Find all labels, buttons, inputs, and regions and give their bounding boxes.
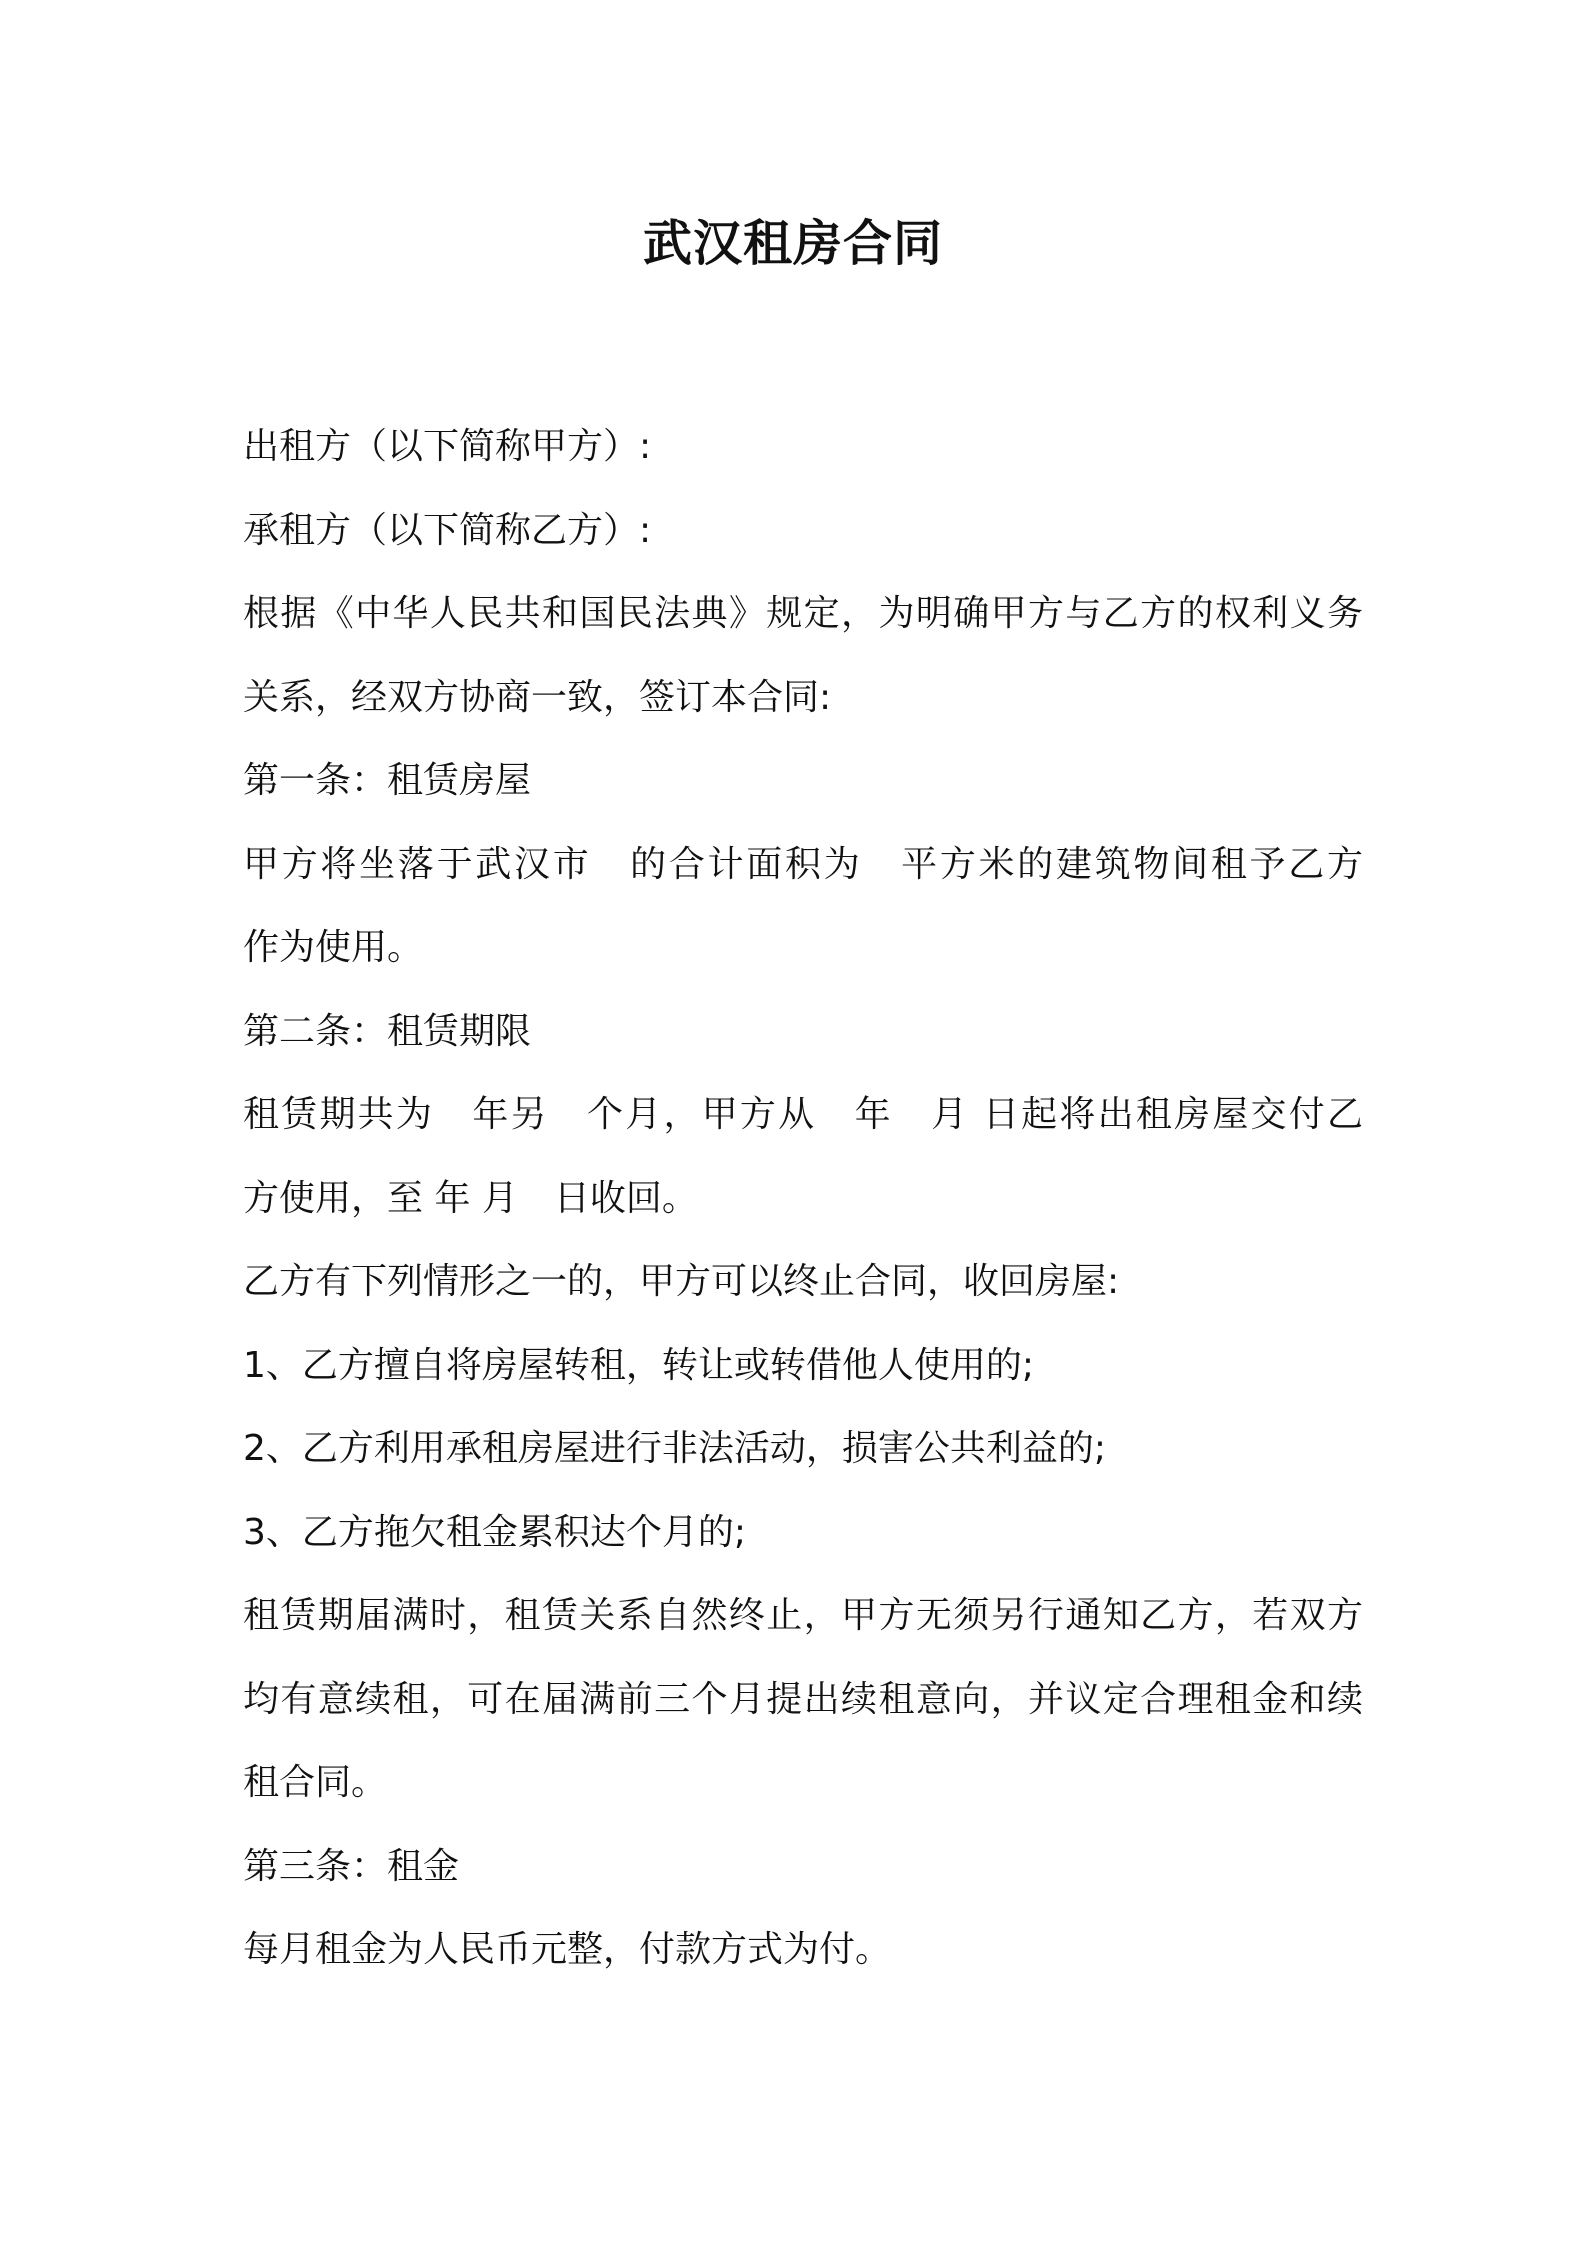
expiry-line-1: 租赁期届满时，租赁关系自然终止，甲方无须另行通知乙方，若双方 [243,1595,1363,1636]
article-2-text-line-2: 方使用，至 年 月 日收回。 [243,1177,698,1219]
termination-item-2: 2、乙方利用承租房屋进行非法活动，损害公共利益的; [243,1428,1107,1469]
article-1-text-line-2: 作为使用。 [243,927,424,968]
termination-item-3: 3、乙方拖欠租金累积达个月的; [243,1511,747,1553]
lessor-line: 出租方（以下简称甲方）: [243,426,652,467]
document-body [243,405,1363,1992]
document-title: 武汉租房合同 [642,215,943,272]
expiry-line-3: 租合同。 [243,1762,388,1803]
article-3-text: 每月租金为人民币元整，付款方式为付。 [243,1929,892,1970]
preamble-line-2: 关系，经双方协商一致，签订本合同: [243,676,832,718]
article-1-text-line-1: 甲方将坐落于武汉市 的合计面积为 平方米的建筑物间租予乙方 [243,843,1363,885]
article-2-text-line-1: 租赁期共为 年另 个月，甲方从 年 月 日起将出租房屋交付乙 [243,1094,1363,1135]
article-2-heading: 第二条：租赁期限 [243,1010,532,1052]
preamble-line-1: 根据《中华人民共和国民法典》规定，为明确甲方与乙方的权利义务 [243,593,1363,634]
termination-intro: 乙方有下列情形之一的，甲方可以终止合同，收回房屋: [243,1261,1120,1302]
expiry-line-2: 均有意续租，可在届满前三个月提出续租意向，并议定合理租金和续 [243,1678,1363,1720]
termination-item-1: 1、乙方擅自将房屋转租，转让或转借他人使用的; [243,1344,1035,1386]
article-3-heading: 第三条：租金 [243,1845,460,1887]
lessee-line: 承租方（以下简称乙方）: [243,509,652,551]
article-1-heading: 第一条：租赁房屋 [243,760,532,801]
